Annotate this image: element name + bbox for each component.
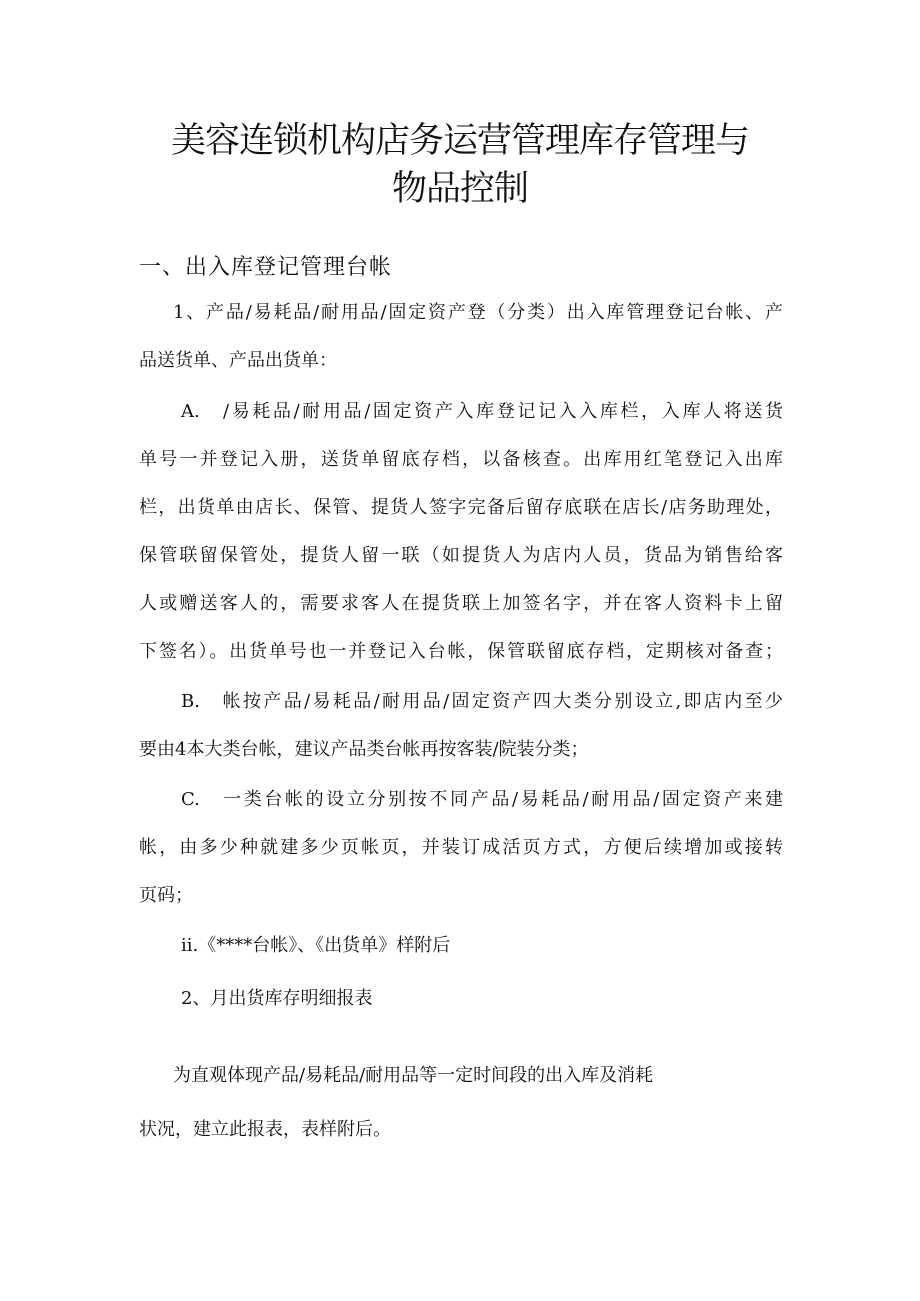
item-1-line-1: 1、产品/易耗品/耐用品/固定资产登（分类）出入库管理登记台帐、产 [173,302,783,323]
item-a-line-5: 人或赠送客人的，需要求客人在提货联上加签名字，并在客人资料卡上留 [139,593,783,614]
item-a-line-2: 单号一并登记入册，送货单留底存档，以备核查。出库用红笔登记入出库 [139,449,783,470]
item-b-line-2: 要由4本大类台帐，建议产品类台帐再按客装/院装分类； [139,739,589,760]
item-1-line-2: 品送货单、产品出货单： [139,350,337,371]
item-ii: ii.《****台帐》、《出货单》样附后 [181,935,451,956]
item-c-line-1: C. 一类台帐的设立分别按不同产品/易耗品/耐用品/固定资产来建 [181,789,783,810]
item-a-line-6: 下签名）。出货单号也一并登记入台帐，保管联留底存档，定期核对备查； [139,641,783,662]
closing-paragraph-line-1: 为直观体现产品/易耗品/耐用品等一定时间段的出入库及消耗 [173,1065,654,1086]
item-b-line-1: B. 帐按产品/易耗品/耐用品/固定资产四大类分别设立,即店内至少 [181,691,783,712]
document-title-line-1: 美容连锁机构店务运营管理库存管理与 [170,121,749,161]
item-2: 2、月出货库存明细报表 [181,988,373,1009]
item-c-line-3: 页码； [139,885,193,906]
section-heading: 一、出入库登记管理台帐 [139,255,393,280]
item-a-line-3: 栏，出货单由店长、保管、提货人签字完备后留存底联在店长/店务助理处， [139,497,783,518]
item-a-line-1: A. /易耗品/耐用品/固定资产入库登记记入入库栏，入库人将送货 [181,401,783,422]
document-title-line-2: 物品控制 [391,169,528,209]
closing-paragraph-line-2: 状况，建立此报表，表样附后。 [139,1119,391,1140]
item-a-line-4: 保管联留保管处，提货人留一联（如提货人为店内人员，货品为销售给客 [139,545,783,566]
item-c-line-2: 帐，由多少种就建多少页帐页，并装订成活页方式，方便后续增加或接转 [139,837,783,858]
